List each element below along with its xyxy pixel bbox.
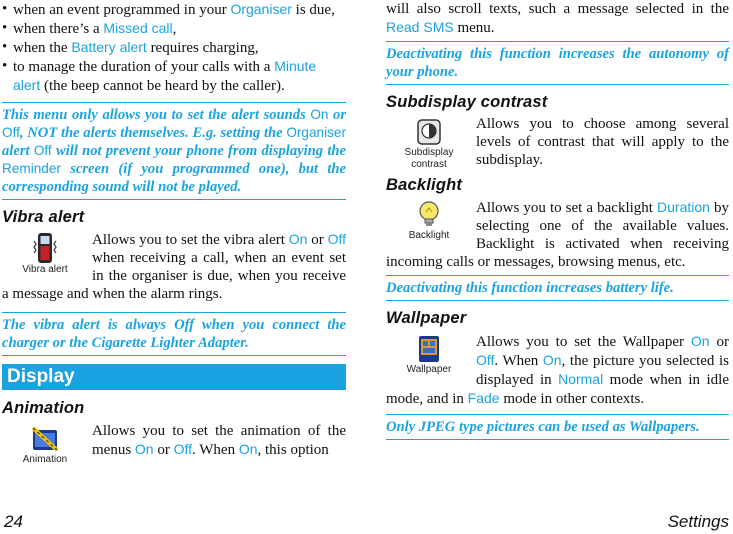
list-item: • when the Battery alert requires charging, [2, 38, 346, 57]
display-section-banner: Display [2, 364, 346, 390]
backlight-heading: Backlight [386, 176, 463, 194]
wallpaper-icon [414, 334, 444, 364]
wallpaper-heading: Wallpaper [386, 309, 467, 327]
battery-life-note: Deactivating this function increases battery life. [386, 275, 729, 301]
subdisplay-contrast-section [386, 115, 729, 171]
vibra-alert-text: Allows you to set the vibra alert On or Off when receiving a call, when an event set in the organiser is due, when you receive a message and when the alarm rings. [2, 231, 346, 302]
autonomy-note: Deactivating this function increases the autonomy of your phone. [386, 41, 729, 85]
section-name: Settings [667, 512, 729, 531]
subdisplay-contrast-icon-label: Subdisplay contrast [404, 147, 454, 170]
alert-sound-bullet-list [2, 0, 346, 95]
alert-sounds-note: This menu only allows you to set the alert sounds On or Off, NOT the alerts themselves. E.g. setting the Organiser alert Off will not prevent your phone from displaying the Reminder screen (if you programmed one), but the corresponding sound will not be played. [2, 102, 346, 200]
subdisplay-contrast-text: Allows you to choose among several levels of contrast that will apply to the subdisplay. [476, 116, 729, 168]
right-column [386, 0, 729, 440]
vibra-alert-heading: Vibra alert [2, 208, 85, 226]
animation-heading: Animation [2, 399, 85, 417]
keyword-organiser: Organiser [230, 1, 292, 17]
backlight-section [386, 198, 729, 271]
animation-icon-label: Animation [22, 454, 68, 465]
lightbulb-icon [416, 200, 442, 230]
vibra-alert-icon [32, 232, 58, 264]
page-number: 24 [4, 512, 23, 531]
keyword-minute-alert: Minute alert [13, 58, 317, 93]
subdisplay-contrast-icon-box [386, 117, 472, 171]
animation-text: Allows you to set the animation of the menus On or Off. When On, this option [92, 423, 346, 458]
animation-icon [30, 424, 60, 454]
animation-continued-text: will also scroll texts, such a message selected in the Read SMS menu. [386, 1, 729, 36]
backlight-text: Allows you to set a backlight Duration by selecting one of the available values. Backlight is activated when receiving incoming calls or messages, browsing menus, etc. [386, 199, 729, 270]
contrast-icon [414, 117, 444, 147]
animation-icon-box [2, 424, 88, 466]
backlight-icon-label: Backlight [408, 230, 450, 241]
vibra-alert-icon-label: Vibra alert [22, 264, 68, 275]
jpeg-note: Only JPEG type pictures can be used as Wallpapers. [386, 414, 729, 440]
wallpaper-icon-box [386, 334, 472, 376]
vibra-alert-icon-box [2, 232, 88, 276]
wallpaper-icon-label: Wallpaper [406, 364, 452, 375]
backlight-icon-box [386, 200, 472, 242]
wallpaper-text: Allows you to set the Wallpaper On or Off. When On, the picture you selected is displayed in Normal mode when in idle mode, and in Fade mode in other contexts. [386, 333, 730, 407]
list-item: • when an event programmed in your Organiser is due, [2, 0, 346, 19]
list-item: • to manage the duration of your calls with a Minute alert (the beep cannot be heard by the caller). [2, 57, 346, 95]
left-column [2, 0, 346, 466]
wallpaper-section [386, 332, 729, 408]
vibra-alert-section [2, 230, 346, 303]
list-item: • when there’s a Missed call, [2, 19, 346, 38]
subdisplay-contrast-heading: Subdisplay contrast [386, 93, 548, 111]
keyword-missed-call: Missed call [103, 20, 173, 36]
vibra-charger-note: The vibra alert is always Off when you connect the charger or the Cigarette Lighter Adapter. [2, 312, 346, 356]
animation-section [2, 422, 346, 465]
keyword-battery-alert: Battery alert [71, 39, 147, 55]
